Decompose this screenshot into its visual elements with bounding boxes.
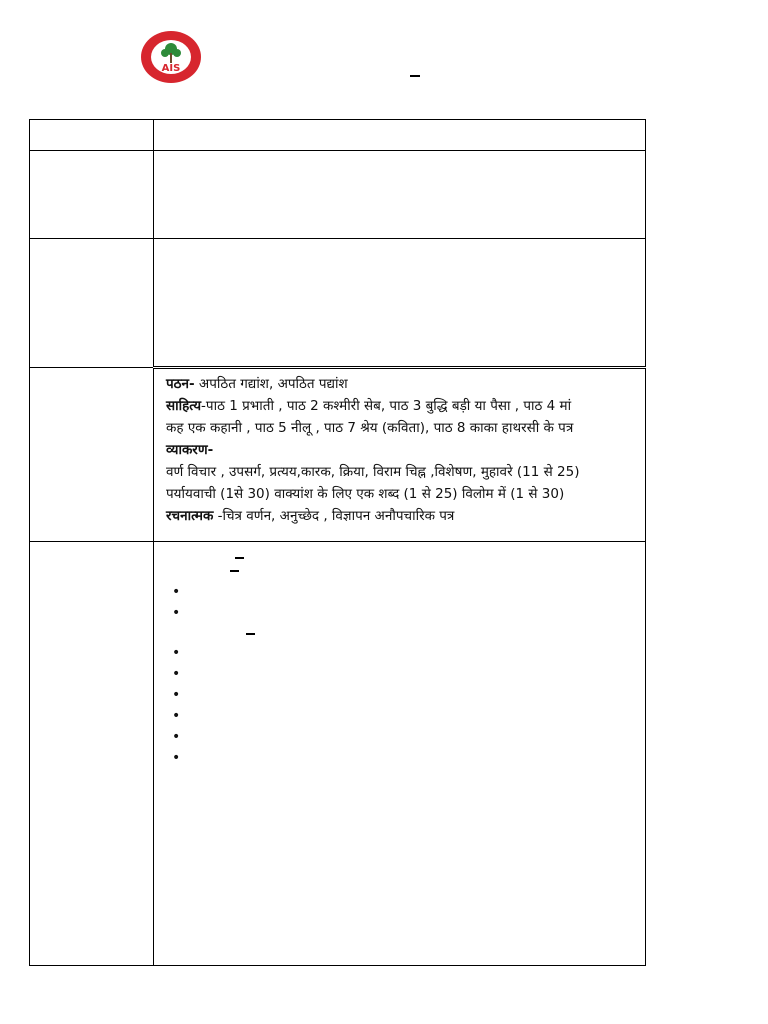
content-cell <box>154 239 646 368</box>
label-cell <box>30 368 154 542</box>
header-dash <box>410 75 420 77</box>
grammar-line: वर्ण विचार , उपसर्ग, प्रत्यय,कारक, क्रिया, विराम चिह्न ,विशेषण, मुहावरे (11 से 25) <box>166 464 580 480</box>
dash-mark <box>230 570 239 572</box>
creative-line: रचनात्मक -चित्र वर्णन, अनुच्छेद , विज्ञापन अनौपचारिक पत्र <box>166 508 455 524</box>
bullet-item <box>172 748 645 769</box>
table-row <box>30 239 646 368</box>
syllabus-table <box>29 119 646 966</box>
dash-row <box>172 548 645 561</box>
list-cell <box>154 542 646 966</box>
svg-text:AIS: AIS <box>161 63 181 74</box>
table-row <box>30 120 646 151</box>
syllabus-content-cell <box>154 368 646 542</box>
literature-line-2: कह एक कहानी , पाठ 5 नीलू , पाठ 7 श्रेय (कविता), पाठ 8 काका हाथरसी के पत्र <box>166 420 574 436</box>
dash-row <box>172 624 645 643</box>
bullet-item <box>172 603 645 624</box>
reading-line: पठन- अपठित गद्यांश, अपठित पद्यांश <box>166 376 348 392</box>
bullet-item <box>172 582 645 603</box>
label-cell <box>30 239 154 368</box>
grammar-line-2: पर्यायवाची (1से 30) वाक्यांश के लिए एक शब्द (1 से 25) विलोम में (1 से 30) <box>166 486 565 502</box>
content-cell <box>154 120 646 151</box>
label-cell <box>30 151 154 239</box>
label-cell <box>30 120 154 151</box>
table-row <box>30 151 646 239</box>
table-row <box>30 542 646 966</box>
dash-mark <box>246 633 255 635</box>
bullet-item <box>172 706 645 727</box>
grammar-heading: व्याकरण- <box>166 442 214 458</box>
content-cell <box>154 151 646 239</box>
literature-line: साहित्य-पाठ 1 प्रभाती , पाठ 2 कश्मीरी सेब, पाठ 3 बुद्धि बड़ी या पैसा , पाठ 4 मां <box>166 398 572 414</box>
school-logo <box>139 29 203 85</box>
bullet-item <box>172 727 645 748</box>
bullet-item <box>172 664 645 685</box>
bullet-item <box>172 643 645 664</box>
dash-mark <box>235 557 244 559</box>
table-row <box>30 368 646 542</box>
dash-row <box>172 561 645 582</box>
label-cell <box>30 542 154 966</box>
bullet-item <box>172 685 645 706</box>
